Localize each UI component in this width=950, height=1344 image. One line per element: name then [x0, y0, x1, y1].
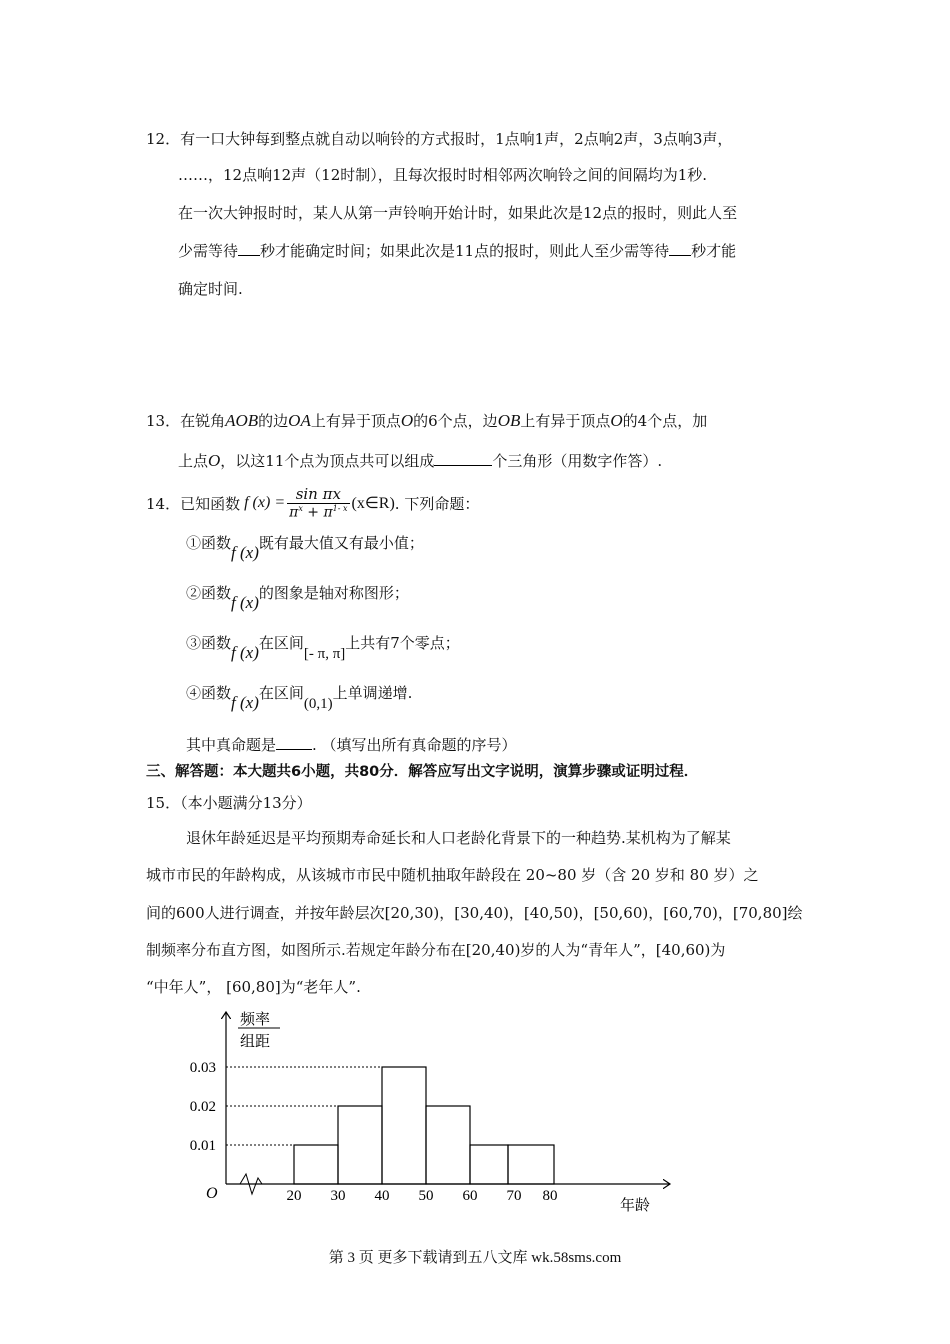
histogram-bar [508, 1145, 554, 1184]
y-tick-label: 0.01 [189, 1138, 216, 1154]
q12-number: 12． [146, 130, 181, 148]
q14-blank[interactable] [276, 749, 312, 750]
x-tick-label: 70 [506, 1188, 522, 1204]
histogram-bar [294, 1145, 338, 1184]
q14-item-2: ②函数f (x)的图象是轴对称图形； [186, 584, 409, 612]
q14-answer-line: 其中真命题是 . （填写出所有真命题的序号） [186, 736, 517, 754]
q12-line1: 12．有一口大钟每到整点就自动以响铃的方式报时，1点响1声，2点响2声，3点响3声， [146, 130, 733, 148]
q12-blank-2[interactable] [669, 255, 691, 256]
q12-line2: ……，12点响12声（12时制），且每次报时时相邻两次响铃之间的间隔均为1秒. [178, 166, 708, 184]
q12-line3: 在一次大钟报时时，某人从第一声铃响开始计时，如果此次是12点的报时，则此人至 [178, 204, 738, 222]
q12-line4: 少需等待 秒才能确定时间；如果此次是11点的报时，则此人至少需等待 秒才能 [178, 242, 737, 260]
q14-fraction: $\frac{\text{sin πx}}{\pi^x + \pi^{1- x}}$ [289, 485, 348, 521]
q14-intro: 14． 已知函数 f (x) = $\frac{\text{sin πx}}{\pi^x + \pi^{1- x}}$ (x∈R) . 下列命题： [146, 485, 480, 521]
histogram-bar [426, 1106, 470, 1184]
q15-p2: 城市市民的年龄构成，从该城市市民中随机抽取年龄段在 20~80 岁（含 20 岁和 80 岁）之 [146, 866, 759, 884]
q13-line2: 上点O，以这11个点为顶点共可以组成 个三角形（用数字作答）. [178, 451, 663, 470]
age-histogram [170, 1000, 690, 1230]
q14-item-4: ④函数f (x)在区间(0,1)上单调递增. [186, 684, 413, 712]
ylabel-bottom: 组距 [240, 1032, 271, 1050]
x-tick-label: 60 [462, 1188, 478, 1204]
ylabel-top: 频率 [240, 1010, 271, 1028]
section-3-header: 三、解答题：本大题共6小题，共80分．解答应写出文字说明，演算步骤或证明过程． [146, 764, 699, 780]
x-tick-label: 20 [286, 1188, 302, 1204]
xlabel: 年龄 [620, 1196, 651, 1214]
q15-p5: “中年人”， [60,80]为“老年人”. [146, 978, 361, 996]
q12-line5: 确定时间. [178, 280, 243, 298]
q12-blank-1[interactable] [238, 255, 260, 256]
histogram-bar [470, 1145, 508, 1184]
y-tick-label: 0.03 [189, 1060, 216, 1076]
x-tick-label: 50 [418, 1188, 434, 1204]
y-tick-label: 0.02 [189, 1099, 216, 1115]
q13-blank[interactable] [434, 465, 492, 466]
histogram-bar [338, 1106, 382, 1184]
q15-header: 15．（本小题满分13分） [146, 794, 312, 812]
x-tick-label: 80 [542, 1188, 558, 1204]
page-footer: 第 3 页 更多下载请到五八文库 wk.58sms.com [328, 1250, 622, 1266]
x-tick-label: 40 [374, 1188, 390, 1204]
x-tick-label: 30 [330, 1188, 346, 1204]
histogram-bar [382, 1067, 426, 1184]
origin-label: O [206, 1185, 218, 1202]
q15-p4: 制频率分布直方图，如图所示.若规定年龄分布在[20,40)岁的人为“青年人”，[40,60)为 [146, 941, 726, 959]
q15-p3: 间的600人进行调查，并按年龄层次[20,30)，[30,40)，[40,50)，[50,60)，[60,70)，[70,80]绘 [146, 904, 803, 922]
q14-item-3: ③函数f (x)在区间[- π, π]上共有7个零点； [186, 634, 460, 662]
q15-p1: 退休年龄延迟是平均预期寿命延长和人口老龄化背景下的一种趋势.某机构为了解某 [186, 829, 731, 847]
q13-line1: 13．在锐角AOB的边OA上有异于顶点O的6个点，边OB上有异于顶点O的4个点，加 [146, 411, 708, 430]
q14-item-1: ①函数f (x)既有最大值又有最小值； [186, 534, 424, 562]
